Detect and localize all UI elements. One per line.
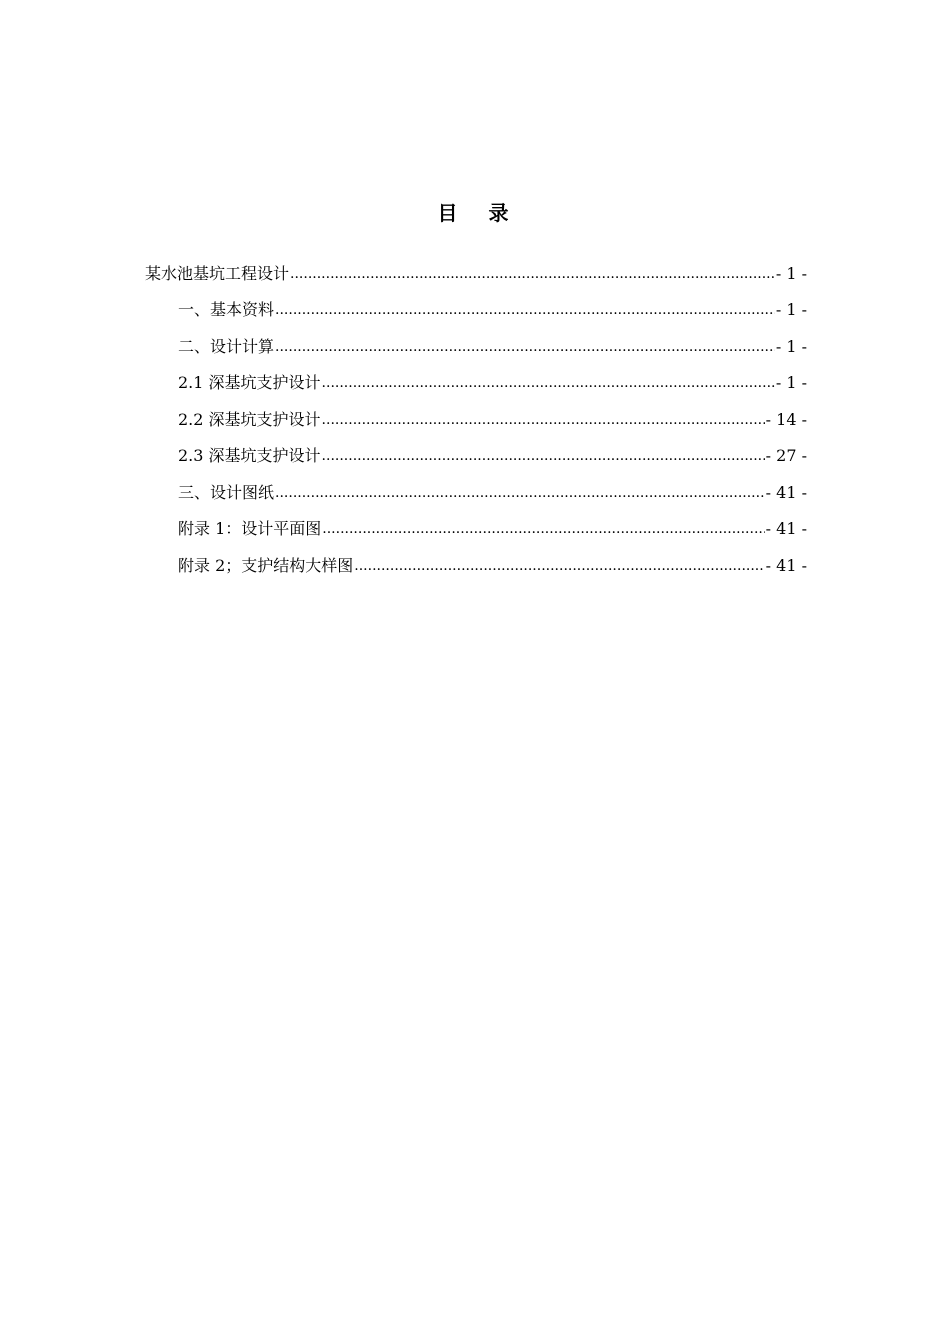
toc-entry[interactable]: [145, 250, 807, 287]
toc-entry-label: 附录 2；支护结构大样图: [178, 555, 354, 575]
toc-leader-dots: [275, 480, 765, 506]
toc-entry[interactable]: [145, 469, 807, 506]
toc-leader-dots: [354, 553, 764, 579]
toc-entry-page: - 14 -: [765, 409, 807, 429]
toc-entry-label: 二、设计计算: [178, 336, 275, 356]
toc-entry-page: - 1 -: [775, 263, 807, 283]
toc-leader-dots: [275, 297, 775, 323]
toc-entry-label: 某水池基坑工程设计: [145, 263, 290, 283]
toc-entry[interactable]: [145, 323, 807, 360]
toc-entry-label: 附录 1：设计平面图: [178, 519, 322, 538]
toc-entry-label: 一、基本资料: [178, 300, 275, 319]
toc-entry-label: 2.3 深基坑支护设计: [178, 446, 321, 465]
toc-entry-page: - 41 -: [765, 555, 807, 575]
toc-leader-dots: [275, 334, 775, 360]
toc-entry-page: - 27 -: [765, 446, 807, 465]
toc-entry-page: - 1 -: [775, 300, 807, 319]
toc-entry[interactable]: [145, 287, 807, 324]
toc-entry[interactable]: [145, 542, 807, 579]
toc-entry[interactable]: [145, 396, 807, 433]
toc-entry[interactable]: [145, 506, 807, 543]
toc-leader-dots: [322, 443, 765, 469]
toc-list: [145, 250, 807, 579]
toc-leader-dots: [322, 516, 764, 542]
toc-title: 目 录: [437, 201, 521, 225]
toc-entry[interactable]: [145, 360, 807, 397]
toc-entry-page: - 1 -: [775, 373, 807, 392]
toc-entry-page: - 41 -: [765, 519, 807, 538]
toc-entry-label: 2.1 深基坑支护设计: [178, 373, 321, 392]
toc-entry-page: - 41 -: [765, 482, 807, 502]
toc-leader-dots: [290, 261, 775, 287]
toc-entry-page: - 1 -: [775, 336, 807, 356]
toc-entry-label: 2.2 深基坑支护设计: [178, 409, 321, 429]
toc-entry-label: 三、设计图纸: [178, 482, 275, 502]
toc-leader-dots: [322, 407, 765, 433]
toc-entry[interactable]: [145, 433, 807, 470]
toc-leader-dots: [322, 370, 775, 396]
